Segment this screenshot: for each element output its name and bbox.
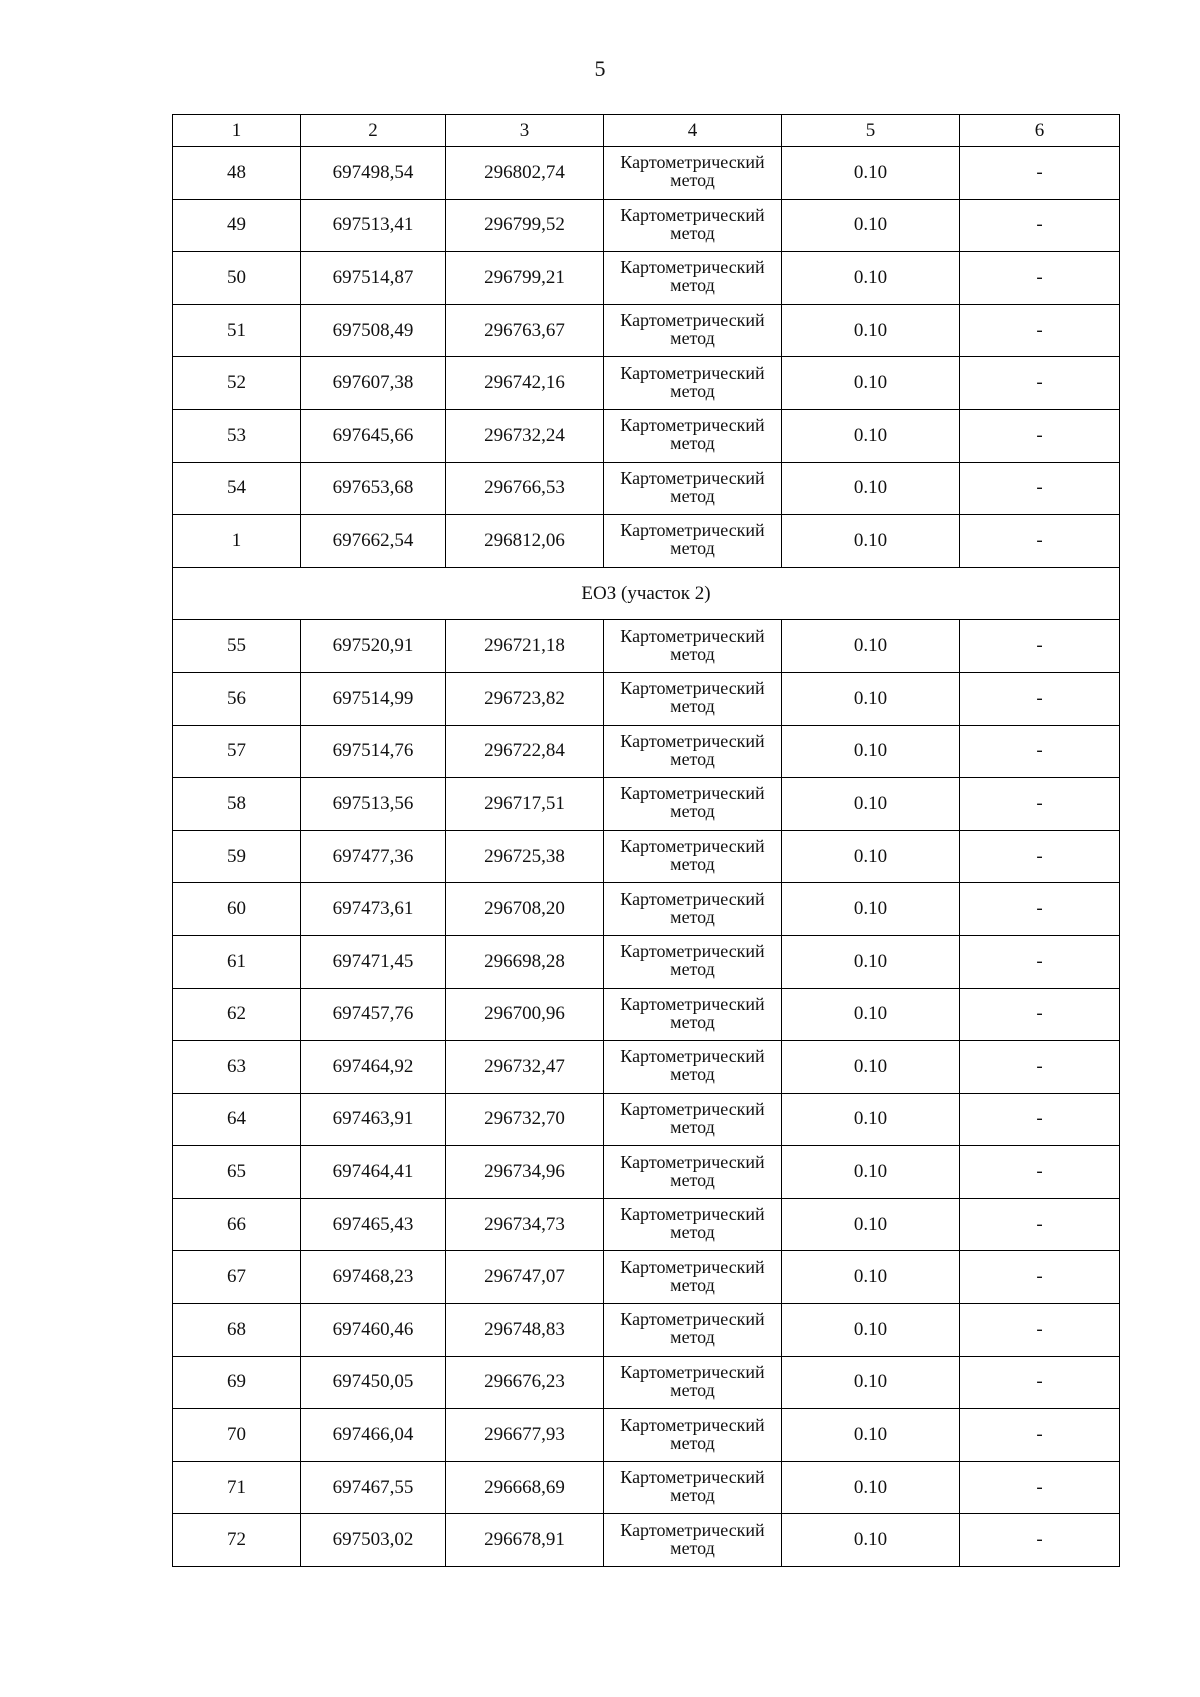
method-text: Картометрический метод: [620, 1256, 765, 1295]
method-text: Картометрический метод: [620, 362, 765, 401]
point-number-cell: 65: [173, 1146, 301, 1199]
table-row: [173, 935, 1120, 988]
accuracy-cell: 0.10: [782, 304, 960, 357]
note-cell: -: [960, 1409, 1120, 1462]
coord-x-cell: 697468,23: [301, 1251, 446, 1304]
method-cell: [604, 988, 782, 1041]
table-row: [173, 883, 1120, 936]
table-row: [173, 409, 1120, 462]
note-cell: -: [960, 515, 1120, 568]
accuracy-cell: 0.10: [782, 515, 960, 568]
coord-x-cell: 697467,55: [301, 1461, 446, 1514]
table-row: [173, 252, 1120, 305]
point-number-cell: 56: [173, 672, 301, 725]
point-number-cell: 49: [173, 199, 301, 252]
coord-x-cell: 697653,68: [301, 462, 446, 515]
note-cell: -: [960, 725, 1120, 778]
note-cell: -: [960, 199, 1120, 252]
method-text: Картометрический метод: [620, 415, 765, 454]
coord-y-cell: 296725,38: [446, 830, 604, 883]
accuracy-cell: 0.10: [782, 1409, 960, 1462]
coord-x-cell: 697471,45: [301, 935, 446, 988]
coord-y-cell: 296732,70: [446, 1093, 604, 1146]
method-cell: [604, 1304, 782, 1357]
method-cell: [604, 1041, 782, 1094]
accuracy-cell: 0.10: [782, 357, 960, 410]
method-text: Картометрический метод: [620, 1414, 765, 1453]
method-text: Картометрический метод: [620, 1519, 765, 1558]
table-row: [173, 620, 1120, 673]
method-text: Картометрический метод: [620, 310, 765, 349]
point-number-cell: 70: [173, 1409, 301, 1462]
table-row: [173, 725, 1120, 778]
method-text: Картометрический метод: [620, 1204, 765, 1243]
table-row: [173, 988, 1120, 1041]
method-text: Картометрический метод: [620, 678, 765, 717]
method-cell: [604, 1251, 782, 1304]
point-number-cell: 57: [173, 725, 301, 778]
coord-y-cell: 296812,06: [446, 515, 604, 568]
table-row: [173, 1461, 1120, 1514]
note-cell: -: [960, 1514, 1120, 1567]
coord-y-cell: 296708,20: [446, 883, 604, 936]
accuracy-cell: 0.10: [782, 1461, 960, 1514]
table-row: [173, 778, 1120, 831]
coord-x-cell: 697607,38: [301, 357, 446, 410]
accuracy-cell: 0.10: [782, 988, 960, 1041]
coord-x-cell: 697464,92: [301, 1041, 446, 1094]
table-row: [173, 1514, 1120, 1567]
method-cell: [604, 199, 782, 252]
column-header: 6: [960, 115, 1120, 147]
coord-x-cell: 697460,46: [301, 1304, 446, 1357]
method-cell: [604, 252, 782, 305]
note-cell: -: [960, 988, 1120, 1041]
coord-y-cell: 296747,07: [446, 1251, 604, 1304]
coord-y-cell: 296763,67: [446, 304, 604, 357]
accuracy-cell: 0.10: [782, 778, 960, 831]
table-row: [173, 830, 1120, 883]
method-cell: [604, 462, 782, 515]
column-header: 5: [782, 115, 960, 147]
accuracy-cell: 0.10: [782, 1356, 960, 1409]
point-number-cell: 59: [173, 830, 301, 883]
accuracy-cell: 0.10: [782, 1198, 960, 1251]
method-cell: [604, 147, 782, 200]
point-number-cell: 60: [173, 883, 301, 936]
method-text: Картометрический метод: [620, 204, 765, 243]
method-cell: [604, 357, 782, 410]
coord-y-cell: 296678,91: [446, 1514, 604, 1567]
point-number-cell: 52: [173, 357, 301, 410]
table-row: [173, 1041, 1120, 1094]
coord-y-cell: 296734,96: [446, 1146, 604, 1199]
coord-y-cell: 296723,82: [446, 672, 604, 725]
point-number-cell: 68: [173, 1304, 301, 1357]
table-row: [173, 1251, 1120, 1304]
point-number-cell: 72: [173, 1514, 301, 1567]
point-number-cell: 51: [173, 304, 301, 357]
method-text: Картометрический метод: [620, 888, 765, 927]
coord-y-cell: 296700,96: [446, 988, 604, 1041]
point-number-cell: 64: [173, 1093, 301, 1146]
table-row: [173, 1409, 1120, 1462]
method-cell: [604, 1409, 782, 1462]
method-text: Картометрический метод: [620, 257, 765, 296]
note-cell: -: [960, 252, 1120, 305]
method-cell: [604, 725, 782, 778]
method-text: Картометрический метод: [620, 625, 765, 664]
table-row: [173, 147, 1120, 200]
note-cell: -: [960, 357, 1120, 410]
table-row: [173, 304, 1120, 357]
method-cell: [604, 409, 782, 462]
note-cell: -: [960, 1304, 1120, 1357]
coord-y-cell: 296677,93: [446, 1409, 604, 1462]
method-text: Картометрический метод: [620, 1151, 765, 1190]
accuracy-cell: 0.10: [782, 409, 960, 462]
note-cell: -: [960, 1146, 1120, 1199]
coord-x-cell: 697477,36: [301, 830, 446, 883]
column-header: 4: [604, 115, 782, 147]
coord-x-cell: 697514,99: [301, 672, 446, 725]
accuracy-cell: 0.10: [782, 147, 960, 200]
accuracy-cell: 0.10: [782, 462, 960, 515]
method-cell: [604, 1461, 782, 1514]
note-cell: -: [960, 147, 1120, 200]
point-number-cell: 55: [173, 620, 301, 673]
coord-y-cell: 296799,52: [446, 199, 604, 252]
method-cell: [604, 672, 782, 725]
point-number-cell: 63: [173, 1041, 301, 1094]
coord-y-cell: 296732,47: [446, 1041, 604, 1094]
coord-x-cell: 697514,76: [301, 725, 446, 778]
method-text: Картометрический метод: [620, 152, 765, 191]
point-number-cell: 62: [173, 988, 301, 1041]
table-row: [173, 1304, 1120, 1357]
point-number-cell: 66: [173, 1198, 301, 1251]
note-cell: -: [960, 830, 1120, 883]
note-cell: -: [960, 304, 1120, 357]
coordinates-table: [172, 114, 1120, 1567]
section-row: [173, 567, 1120, 620]
coord-x-cell: 697662,54: [301, 515, 446, 568]
method-text: Картометрический метод: [620, 730, 765, 769]
method-text: Картометрический метод: [620, 993, 765, 1032]
coord-x-cell: 697450,05: [301, 1356, 446, 1409]
point-number-cell: 71: [173, 1461, 301, 1514]
note-cell: -: [960, 778, 1120, 831]
coord-y-cell: 296766,53: [446, 462, 604, 515]
coord-x-cell: 697465,43: [301, 1198, 446, 1251]
method-cell: [604, 620, 782, 673]
coord-x-cell: 697645,66: [301, 409, 446, 462]
accuracy-cell: 0.10: [782, 252, 960, 305]
column-header: 1: [173, 115, 301, 147]
method-cell: [604, 778, 782, 831]
table-row: [173, 672, 1120, 725]
note-cell: -: [960, 409, 1120, 462]
accuracy-cell: 0.10: [782, 620, 960, 673]
method-cell: [604, 304, 782, 357]
accuracy-cell: 0.10: [782, 1093, 960, 1146]
method-text: Картометрический метод: [620, 941, 765, 980]
method-text: Картометрический метод: [620, 467, 765, 506]
accuracy-cell: 0.10: [782, 935, 960, 988]
accuracy-cell: 0.10: [782, 1251, 960, 1304]
accuracy-cell: 0.10: [782, 830, 960, 883]
method-cell: [604, 935, 782, 988]
note-cell: -: [960, 672, 1120, 725]
note-cell: -: [960, 1041, 1120, 1094]
coord-x-cell: 697457,76: [301, 988, 446, 1041]
point-number-cell: 69: [173, 1356, 301, 1409]
coord-x-cell: 697520,91: [301, 620, 446, 673]
accuracy-cell: 0.10: [782, 1304, 960, 1357]
accuracy-cell: 0.10: [782, 725, 960, 778]
method-cell: [604, 1356, 782, 1409]
coord-y-cell: 296717,51: [446, 778, 604, 831]
method-text: Картометрический метод: [620, 1467, 765, 1506]
accuracy-cell: 0.10: [782, 1514, 960, 1567]
point-number-cell: 48: [173, 147, 301, 200]
method-text: Картометрический метод: [620, 783, 765, 822]
page-number: 5: [594, 56, 606, 81]
table-row: [173, 1198, 1120, 1251]
coord-x-cell: 697463,91: [301, 1093, 446, 1146]
table-row: [173, 515, 1120, 568]
method-text: Картометрический метод: [620, 1046, 765, 1085]
note-cell: -: [960, 620, 1120, 673]
coord-x-cell: 697514,87: [301, 252, 446, 305]
method-text: Картометрический метод: [620, 520, 765, 559]
coord-y-cell: 296721,18: [446, 620, 604, 673]
method-cell: [604, 1514, 782, 1567]
coord-y-cell: 296734,73: [446, 1198, 604, 1251]
method-text: Картометрический метод: [620, 1098, 765, 1137]
method-cell: [604, 1146, 782, 1199]
method-text: Картометрический метод: [620, 836, 765, 875]
coord-y-cell: 296742,16: [446, 357, 604, 410]
note-cell: -: [960, 1093, 1120, 1146]
column-header: 3: [446, 115, 604, 147]
coord-x-cell: 697466,04: [301, 1409, 446, 1462]
table-row: [173, 462, 1120, 515]
point-number-cell: 58: [173, 778, 301, 831]
accuracy-cell: 0.10: [782, 1146, 960, 1199]
coord-y-cell: 296732,24: [446, 409, 604, 462]
table-row: [173, 1146, 1120, 1199]
point-number-cell: 1: [173, 515, 301, 568]
point-number-cell: 61: [173, 935, 301, 988]
note-cell: -: [960, 462, 1120, 515]
table-row: [173, 199, 1120, 252]
table-row: [173, 357, 1120, 410]
method-cell: [604, 1093, 782, 1146]
table-row: [173, 1093, 1120, 1146]
coord-x-cell: 697498,54: [301, 147, 446, 200]
table-header-row: [173, 115, 1120, 147]
note-cell: -: [960, 1198, 1120, 1251]
note-cell: -: [960, 883, 1120, 936]
coord-x-cell: 697503,02: [301, 1514, 446, 1567]
point-number-cell: 50: [173, 252, 301, 305]
section-title: ЕОЗ (участок 2): [173, 567, 1120, 620]
accuracy-cell: 0.10: [782, 199, 960, 252]
coord-x-cell: 697513,41: [301, 199, 446, 252]
method-text: Картометрический метод: [620, 1361, 765, 1400]
note-cell: -: [960, 1356, 1120, 1409]
coord-y-cell: 296668,69: [446, 1461, 604, 1514]
note-cell: -: [960, 1251, 1120, 1304]
note-cell: -: [960, 1461, 1120, 1514]
coord-y-cell: 296676,23: [446, 1356, 604, 1409]
coord-x-cell: 697473,61: [301, 883, 446, 936]
column-header: 2: [301, 115, 446, 147]
coord-x-cell: 697513,56: [301, 778, 446, 831]
point-number-cell: 67: [173, 1251, 301, 1304]
accuracy-cell: 0.10: [782, 883, 960, 936]
coord-x-cell: 697508,49: [301, 304, 446, 357]
method-cell: [604, 515, 782, 568]
coord-x-cell: 697464,41: [301, 1146, 446, 1199]
point-number-cell: 54: [173, 462, 301, 515]
coord-y-cell: 296802,74: [446, 147, 604, 200]
accuracy-cell: 0.10: [782, 1041, 960, 1094]
accuracy-cell: 0.10: [782, 672, 960, 725]
coord-y-cell: 296799,21: [446, 252, 604, 305]
note-cell: -: [960, 935, 1120, 988]
method-text: Картометрический метод: [620, 1309, 765, 1348]
method-cell: [604, 883, 782, 936]
point-number-cell: 53: [173, 409, 301, 462]
coord-y-cell: 296722,84: [446, 725, 604, 778]
method-cell: [604, 1198, 782, 1251]
method-cell: [604, 830, 782, 883]
coord-y-cell: 296698,28: [446, 935, 604, 988]
table-row: [173, 1356, 1120, 1409]
coord-y-cell: 296748,83: [446, 1304, 604, 1357]
